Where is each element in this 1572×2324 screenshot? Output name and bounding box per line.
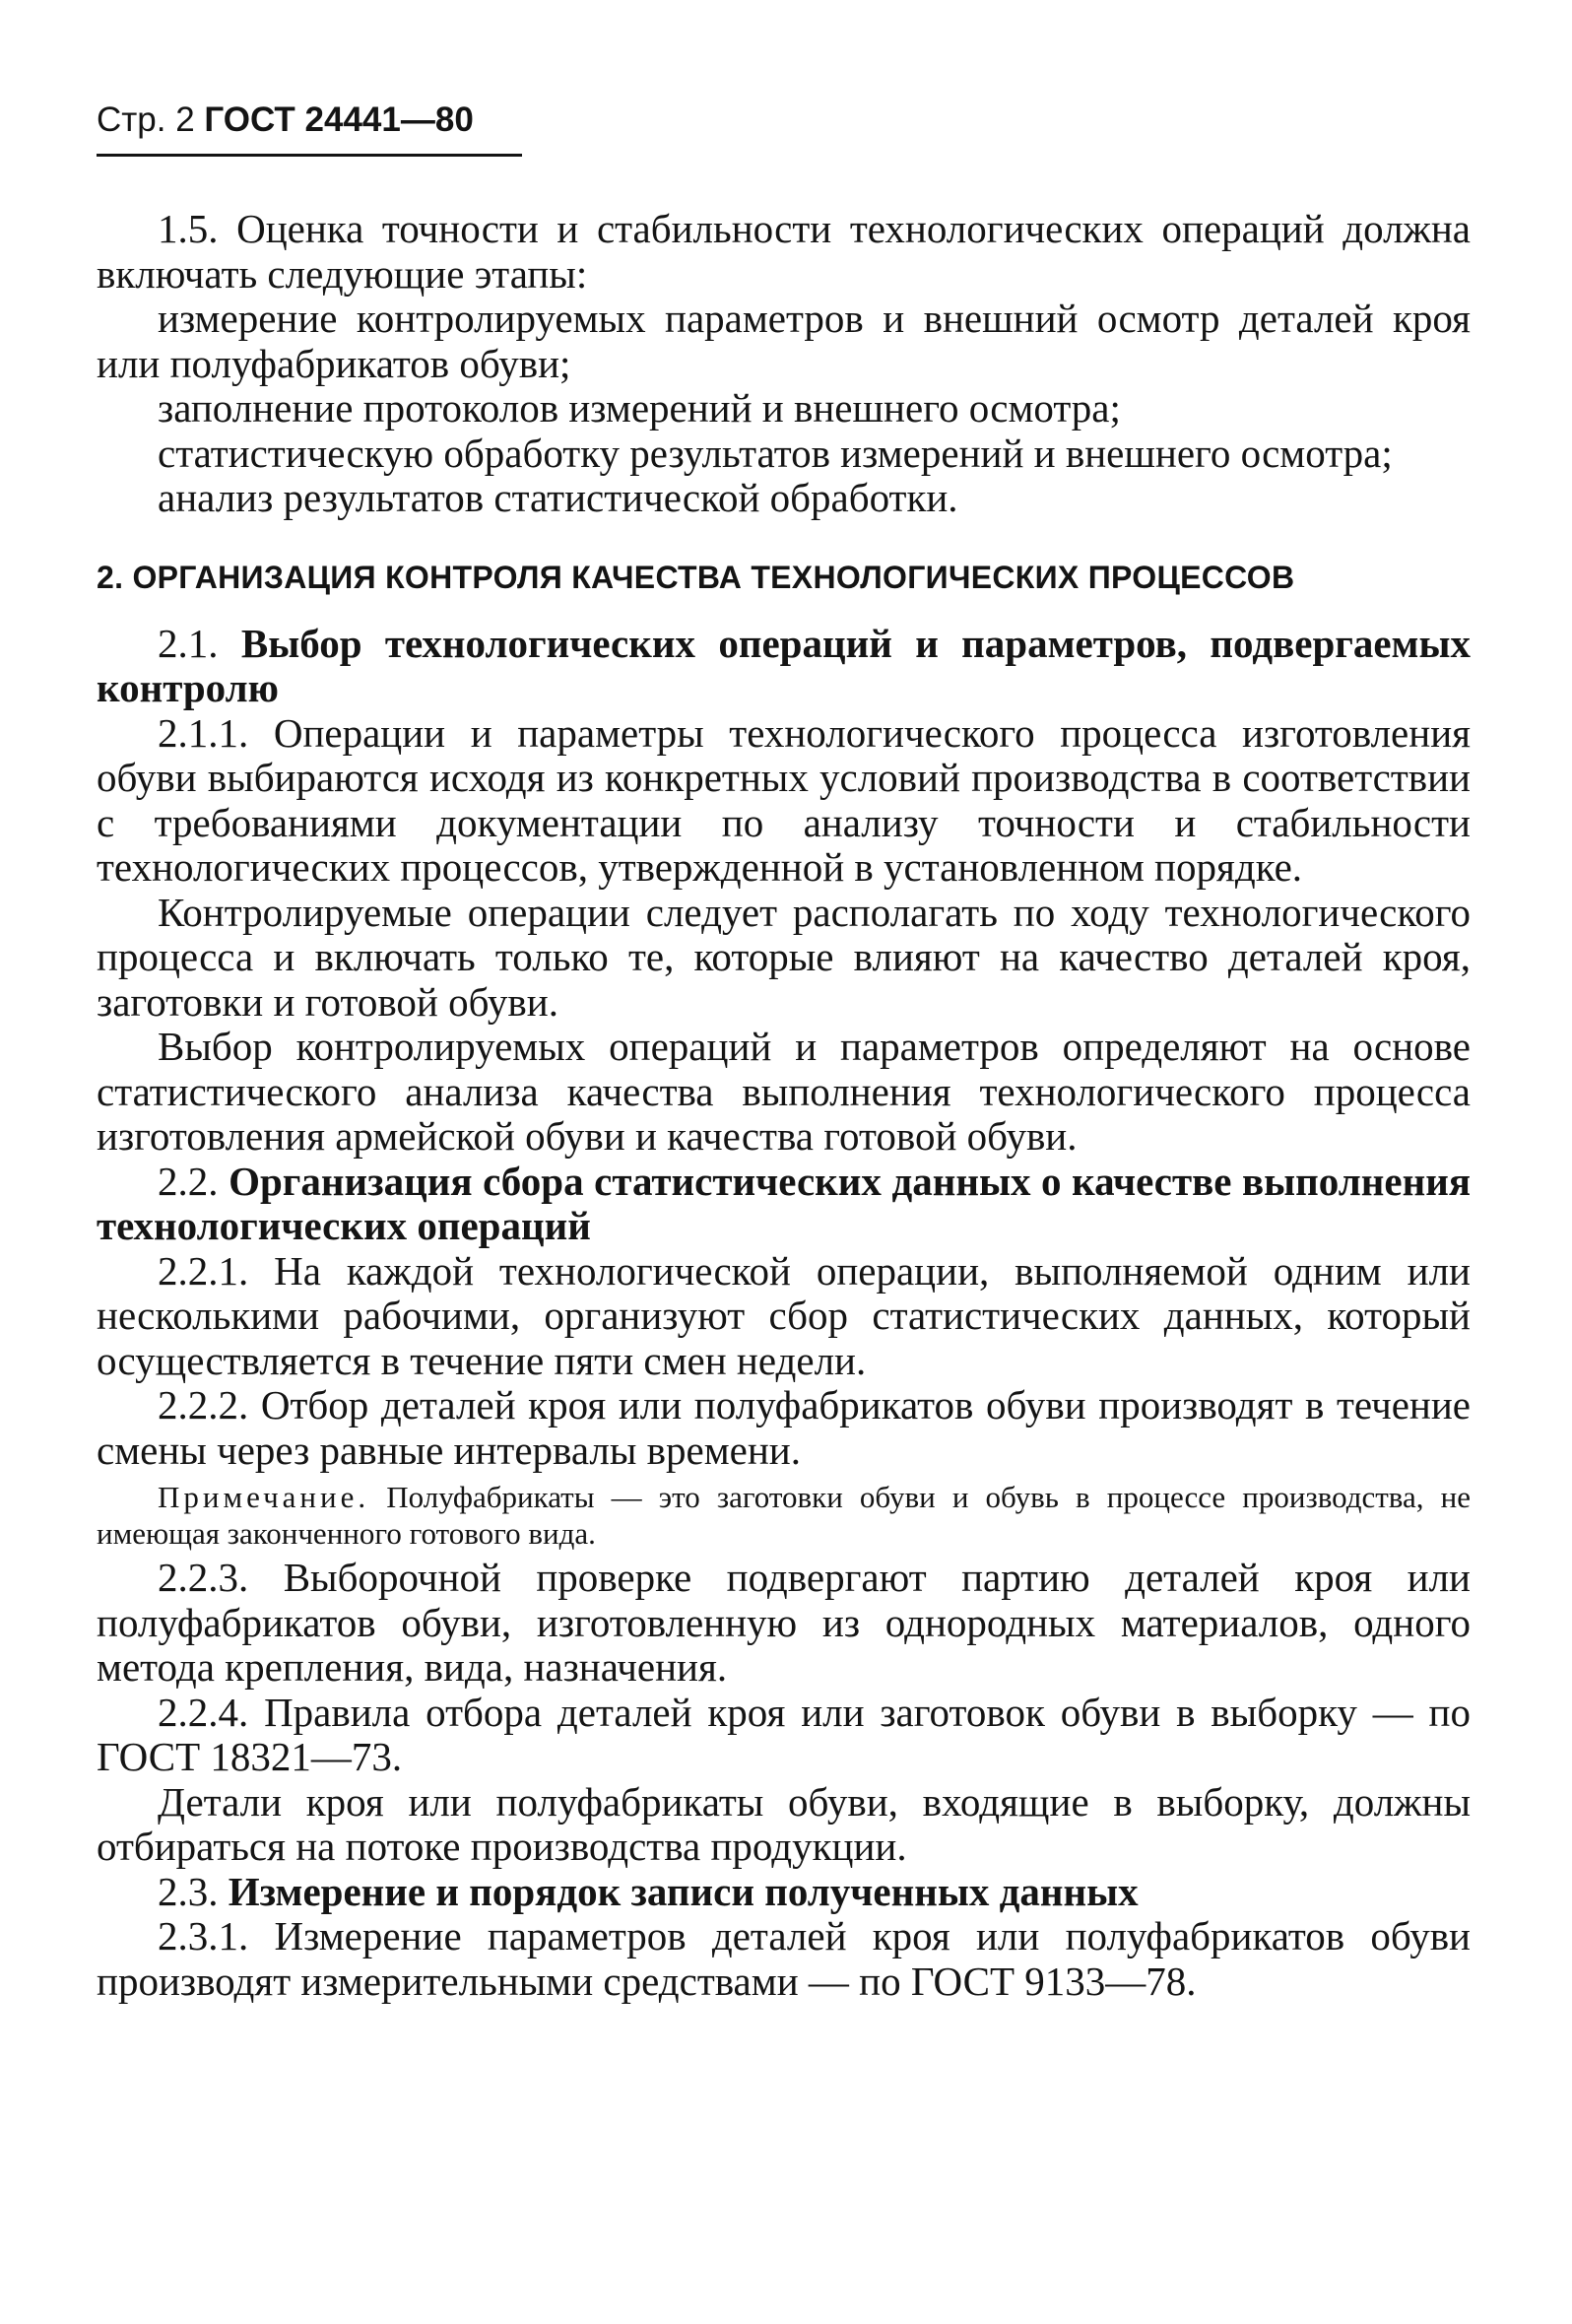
heading-number: 2.2. [158,1158,219,1204]
standard-number: ГОСТ 24441—80 [204,100,474,139]
paragraph-2-1-1-b: Контролируемые операции следует располагать по ходу технологического процесса и включать только те, которые влияют на качество деталей кроя, заготовки и готовой обуви. [97,889,1471,1025]
note [97,1479,1471,1552]
paragraph-1-5-item: статистическую обработку результатов измерений и внешнего осмотра; [158,430,1393,476]
header-rule [97,154,522,157]
page-label: Стр. 2 [97,100,195,139]
heading-title: Организация сбора статистических данных о качестве выполнения технологических операций [97,1158,1472,1248]
heading-number: 2.3. [158,1868,219,1914]
heading-2-2 [97,1160,1471,1249]
paragraph-2-2-4-b: Детали кроя или полуфабрикаты обуви, входящие в выборку, должны отбираться на потоке производства продукции. [97,1778,1471,1869]
paragraph-2-1-1-c: Выбор контролируемых операций и параметров определяют на основе статистического анализа качества выполнения технологического процесса изготовления армейской обуви и качества готовой обуви. [97,1024,1471,1159]
paragraph-2-2-4: 2.2.4. Правила отбора деталей кроя или заготовок обуви в выборку — по ГОСТ 18321—73. [97,1689,1471,1779]
heading-title: Выбор технологических операций и параметров, подвергаемых контролю [97,620,1471,710]
paragraph-2-2-3: 2.2.3. Выборочной проверке подвергают партию деталей кроя или полуфабрикатов обуви, изготовленную из однородных материалов, одного метода крепления, вида, назначения. [97,1555,1471,1690]
note-label: Примечание. [158,1480,370,1514]
paragraph-2-2-2: 2.2.2. Отбор деталей кроя или полуфабрикатов обуви производят в течение смены через равные интервалы времени. [97,1382,1471,1473]
paragraph-1-5: 1.5. Оценка точности и стабильности технологических операций должна включать следующие этапы: [97,206,1471,297]
paragraph-2-3-1: 2.3.1. Измерение параметров деталей кроя или полуфабрикатов обуви производят измерительными средствами — по ГОСТ 9133—78. [97,1913,1471,2004]
paragraph-1-5-item: измерение контролируемых параметров и внешний осмотр деталей кроя или полуфабрикатов обуви; [97,296,1471,386]
paragraph-1-5-item: анализ результатов статистической обработки. [158,475,958,520]
heading-number: 2.1. [158,620,219,666]
document-body [97,207,1471,2004]
heading-title: Измерение и порядок записи полученных данных [228,1868,1139,1914]
paragraph-1-5-item: заполнение протоколов измерений и внешнего осмотра; [158,385,1121,431]
paragraph-2-1-1: 2.1.1. Операции и параметры технологического процесса изготовления обуви выбираются исходя из конкретных условий производства в соответствии с требованиями документации по анализу точности и стабильности технологических процессов, утвержденной в установленном порядке. [97,709,1471,890]
section-2-title: 2. ОРГАНИЗАЦИЯ КОНТРОЛЯ КАЧЕСТВА ТЕХНОЛОГИЧЕСКИХ ПРОЦЕССОВ [97,559,1295,595]
heading-2-1 [97,622,1471,711]
note-text: Полуфабрикаты — это заготовки обуви и обувь в процессе производства, не имеющая законченного готового вида. [97,1480,1472,1551]
paragraph-2-2-1: 2.2.1. На каждой технологической операции, выполняемой одним или несколькими рабочими, организуют сбор статистических данных, который осуществляется в течение пяти смен недели. [97,1247,1471,1383]
running-header [97,99,474,142]
heading-2-3 [97,1870,1471,1915]
